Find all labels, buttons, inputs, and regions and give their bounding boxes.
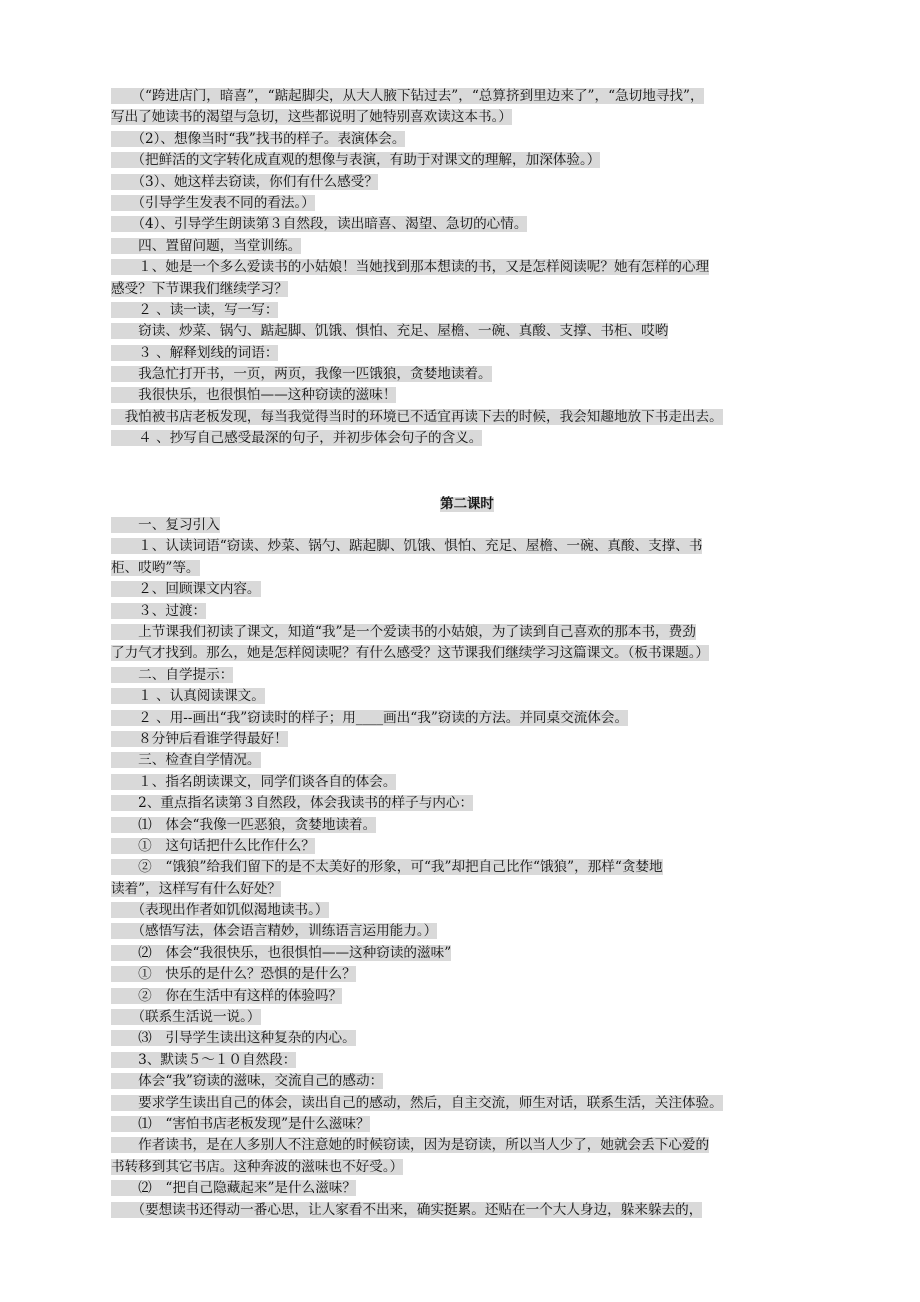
text-line: [111, 772, 823, 793]
text-line-content: 作者读书，是在人多别人不注意她的时候窃读，因为是窃读，所以当人少了，她就会丢下心爱的: [111, 1137, 710, 1154]
section-lesson-two: [111, 515, 823, 1221]
text-line: [111, 1028, 823, 1049]
text-line-content: ① 快乐的是什么？恐惧的是什么？: [111, 966, 356, 983]
text-line: [111, 622, 823, 643]
lesson-title-text: 第二课时: [440, 496, 494, 512]
text-line: [111, 515, 823, 536]
text-line: [111, 1114, 823, 1135]
text-line-content: ① 这句话把什么比作什么？: [111, 837, 315, 854]
text-line-content: ⑴ 体会“我像一匹恶狼，贪婪地读着。: [111, 816, 377, 833]
text-line-content: ② 你在生活中有这样的体验吗？: [111, 987, 343, 1004]
text-line: [111, 193, 823, 214]
text-line: [111, 579, 823, 600]
text-line: [111, 921, 823, 942]
text-line-content: 我怕被书店老板发现，每当我觉得当时的环境已不适宜再读下去的时候，我会知趣地放下书走出去。: [111, 408, 723, 425]
text-line: [111, 879, 823, 900]
text-line: [111, 986, 823, 1007]
text-line-content: ２ 、用--画出“我”窃读时的样子；用____画出“我”窃读的方法。并同桌交流体会。: [111, 709, 629, 726]
text-line: [111, 364, 823, 385]
text-line-content: ３ 、解释划线的词语：: [111, 344, 279, 361]
text-line-content: （3）、她这样去窃读，你们有什么感受？: [111, 173, 378, 190]
text-line: [111, 729, 823, 750]
text-line: [111, 407, 823, 428]
text-line: [111, 750, 823, 771]
text-line-content: 书转移到其它书店。这种奔波的滋味也不好受。）: [111, 1158, 404, 1175]
text-line: [111, 1007, 823, 1028]
text-line-content: （表现出作者如饥似渴地读书。）: [111, 902, 329, 919]
text-line-content: 读着”，这样写有什么好处？: [111, 880, 282, 897]
text-line: [111, 172, 823, 193]
lesson-title: [111, 494, 823, 515]
text-line: [111, 214, 823, 235]
text-line-content: （感悟写法，体会语言精妙，训练语言运用能力。）: [111, 923, 438, 940]
text-line-content: 2、重点指名读第３自然段，体会我读书的样子与内心：: [111, 795, 474, 812]
text-line: [111, 321, 823, 342]
text-line-content: （4）、引导学生朗读第３自然段，读出暗喜、渴望、急切的心情。: [111, 216, 528, 233]
text-line-content: 我很快乐，也很惧怕——这种窃读的滋味！: [111, 387, 397, 404]
text-line-content: （把鲜活的文字转化成直观的想像与表演，有助于对课文的理解，加深体验。）: [111, 152, 601, 169]
text-line: [111, 129, 823, 150]
text-line: [111, 686, 823, 707]
text-line: [111, 300, 823, 321]
text-line-content: １、认读词语“窃读、炒菜、锅勺、踮起脚、饥饿、惧怕、充足、屋檐、一碗、真酸、支撑、书: [111, 538, 703, 555]
text-line-content: １ 、认真阅读课文。: [111, 688, 265, 705]
text-line: [111, 1135, 823, 1156]
text-line-content: 3、默读５～１０自然段：: [111, 1051, 297, 1068]
text-line: [111, 708, 823, 729]
text-line: [111, 558, 823, 579]
text-line: [111, 643, 823, 664]
section-gap: [111, 450, 823, 494]
section-lesson-one-end: [111, 86, 823, 450]
text-line: [111, 1157, 823, 1178]
text-line: [111, 86, 823, 107]
text-line: [111, 601, 823, 622]
text-line: [111, 900, 823, 921]
text-line: [111, 236, 823, 257]
text-line-content: 三、检查自学情况。: [111, 752, 261, 769]
text-line-content: 柜、哎哟”等。: [111, 559, 200, 576]
text-line-content: ８分钟后看谁学得最好！: [111, 730, 288, 747]
text-line: [111, 279, 823, 300]
text-line: [111, 1093, 823, 1114]
text-line: [111, 150, 823, 171]
text-line-content: （引导学生发表不同的看法。）: [111, 194, 315, 211]
text-line-content: （联系生活说一说。）: [111, 1009, 261, 1026]
document-page: [111, 86, 823, 1221]
text-line-content: ３、过渡：: [111, 602, 207, 619]
text-line: [111, 964, 823, 985]
text-line: [111, 343, 823, 364]
text-line-content: １、她是一个多么爱读书的小姑娘！当她找到那本想读的书，又是怎样阅读呢？她有怎样的心理: [111, 259, 710, 276]
text-line-content: 我急忙打开书，一页，两页，我像一匹饿狼，贪婪地读着。: [111, 366, 492, 383]
text-line-content: （要想读书还得动一番心思，让人家看不出来，确实挺累。还贴在一个大人身边，躲来躲去的，: [111, 1201, 703, 1218]
text-line-content: ⑴ “害怕书店老板发现”是什么滋味？: [111, 1115, 370, 1132]
text-line: [111, 385, 823, 406]
text-line-content: 四、置留问题，当堂训练。: [111, 237, 302, 254]
text-line-content: １、指名朗读课文，同学们谈各自的体会。: [111, 773, 397, 790]
text-line: [111, 428, 823, 449]
text-line-content: 二、自学提示：: [111, 666, 234, 683]
text-line-content: 一、复习引入: [111, 517, 220, 534]
text-line-content: ４ 、抄写自己感受最深的句子，并初步体会句子的含义。: [111, 430, 483, 447]
text-line-content: ② “饿狼”给我们留下的是不太美好的形象，可“我”却把自己比作“饿狼”，那样“贪婪地: [111, 859, 663, 876]
text-line: [111, 1178, 823, 1199]
text-line-content: 上节课我们初读了课文，知道“我”是一个爱读书的小姑娘，为了读到自己喜欢的那本书，费劲: [111, 623, 696, 640]
text-line: [111, 793, 823, 814]
text-line-content: ⑶ 引导学生读出这种复杂的内心。: [111, 1030, 356, 1047]
text-line-content: 了力气才找到。那么，她是怎样阅读呢？有什么感受？这节课我们继续学习这篇课文。（板书课题。）: [111, 645, 710, 662]
text-line-content: 要求学生读出自己的体会，读出自己的感动，然后，自主交流，师生对话，联系生活，关注体验。: [111, 1094, 723, 1111]
text-line: [111, 943, 823, 964]
text-line-content: ⑵ “把自己隐藏起来”是什么滋味？: [111, 1180, 356, 1197]
text-line: [111, 836, 823, 857]
text-line-content: ２、回顾课文内容。: [111, 581, 261, 598]
text-line: [111, 107, 823, 128]
text-line-content: 感受？下节课我们继续学习？: [111, 280, 288, 297]
text-line: [111, 257, 823, 278]
text-line-content: （2）、想像当时“我”找书的样子。表演体会。: [111, 130, 406, 147]
text-line: [111, 536, 823, 557]
text-line-content: 体会“我”窃读的滋味，交流自己的感动：: [111, 1073, 384, 1090]
text-line: [111, 1050, 823, 1071]
text-line-content: ⑵ 体会“我很快乐，也很惧怕——这种窃读的滋味”: [111, 944, 452, 961]
text-line: [111, 857, 823, 878]
text-line-content: 写出了她读书的渴望与急切，这些都说明了她特别喜欢读这本书。）: [111, 109, 513, 126]
text-line: [111, 665, 823, 686]
text-line: [111, 1071, 823, 1092]
text-line-content: 窃读、炒菜、锅勺、踮起脚、饥饿、惧怕、充足、屋檐、一碗、真酸、支撑、书柜、哎哟: [111, 323, 669, 340]
text-line-content: ２ 、读一读，写一写：: [111, 301, 279, 318]
text-line-content: （“跨进店门，暗喜”，“踮起脚尖，从大人腋下钻过去”，“总算挤到里边来了”，“急切地寻找”，: [111, 88, 704, 104]
text-line: [111, 815, 823, 836]
text-line: [111, 1200, 823, 1221]
